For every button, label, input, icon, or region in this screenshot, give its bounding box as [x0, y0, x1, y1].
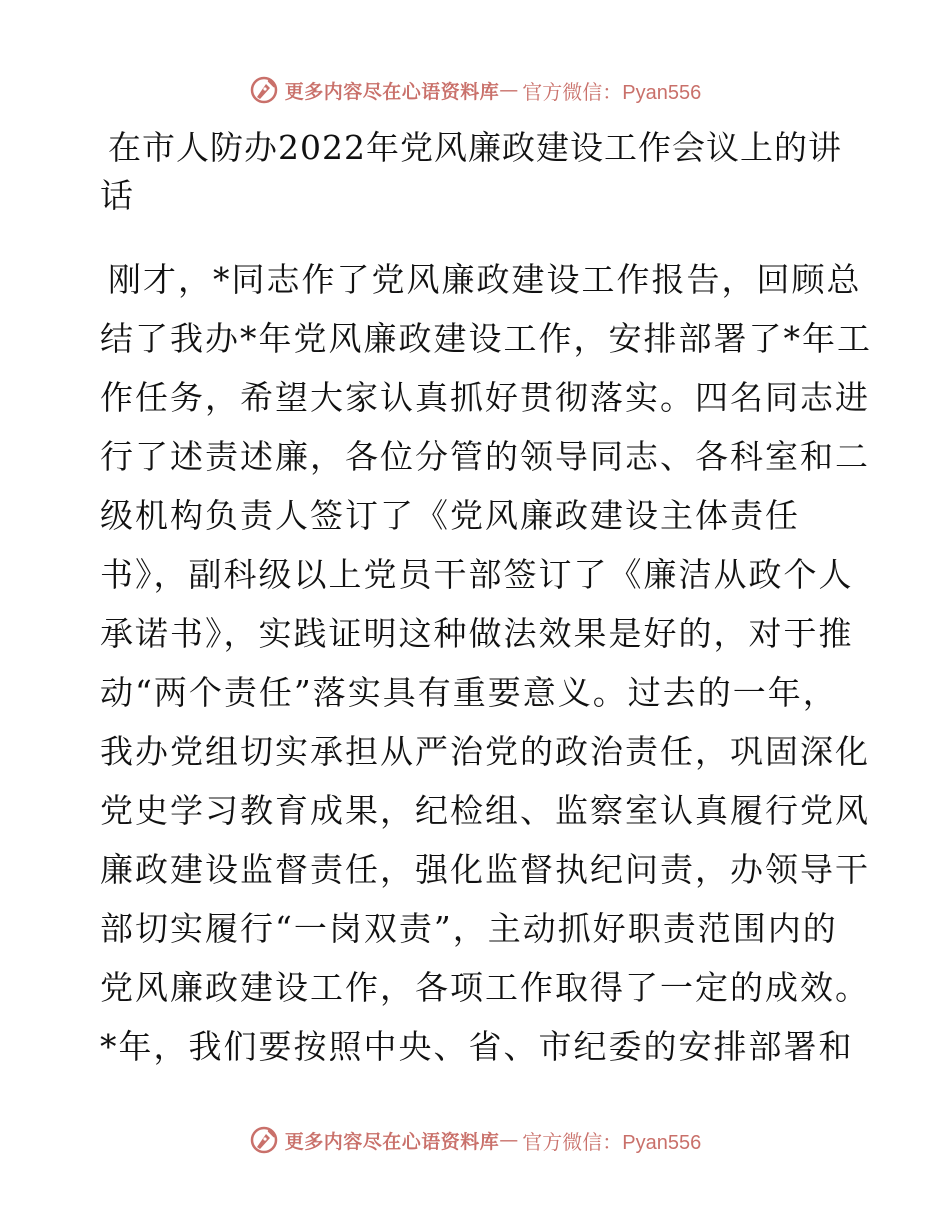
document-body — [100, 258, 872, 1084]
pen-nib-logo-icon — [249, 75, 279, 105]
banner-wechat-text: 官方微信：Pyan556 — [522, 81, 702, 104]
header-banner — [0, 70, 950, 110]
body-line: 书》，副科级以上党员干部签订了《廉洁从政个人 — [100, 555, 854, 594]
body-line: 党史学习教育成果，纪检组、监察室认真履行党风 — [100, 791, 870, 830]
banner-separator: — — [499, 79, 519, 101]
banner-separator: — — [499, 1129, 519, 1151]
body-line: 承诺书》，实践证明这种做法效果是好的，对于推 — [100, 614, 854, 653]
footer-banner — [0, 1120, 950, 1160]
title-line-2: 话 — [100, 176, 134, 215]
body-line: 行了述责述廉，各位分管的领导同志、各科室和二 — [100, 437, 870, 476]
banner-main-text: 更多内容尽在心语资料库 — [284, 80, 500, 103]
body-line: 作任务，希望大家认真抓好贯彻落实。四名同志进 — [100, 378, 870, 417]
document-title — [100, 124, 845, 220]
body-line: 级机构负责人签订了《党风廉政建设主体责任 — [100, 496, 800, 535]
banner-wechat-text: 官方微信：Pyan556 — [522, 1131, 702, 1154]
body-line: 部切实履行“一岗双责”，主动抓好职责范围内的 — [100, 909, 838, 948]
title-line-1: 在市人防办2022年党风廉政建设工作会议上的讲 — [108, 128, 842, 167]
body-line: 我办党组切实承担从严治党的政治责任，巩固深化 — [100, 732, 870, 771]
body-line: 结了我办*年党风廉政建设工作，安排部署了*年工 — [100, 319, 872, 358]
body-line: 党风廉政建设工作，各项工作取得了一定的成效。 — [100, 968, 870, 1007]
body-line: 刚才，*同志作了党风廉政建设工作报告，回顾总 — [108, 260, 862, 299]
body-line: 动“两个责任”落实具有重要意义。过去的一年， — [100, 673, 838, 712]
body-line: 廉政建设监督责任，强化监督执纪问责，办领导干 — [100, 850, 870, 889]
pen-nib-logo-icon — [249, 1125, 279, 1155]
body-line: *年，我们要按照中央、省、市纪委的安排部署和 — [100, 1027, 854, 1066]
banner-main-text: 更多内容尽在心语资料库 — [284, 1130, 500, 1153]
